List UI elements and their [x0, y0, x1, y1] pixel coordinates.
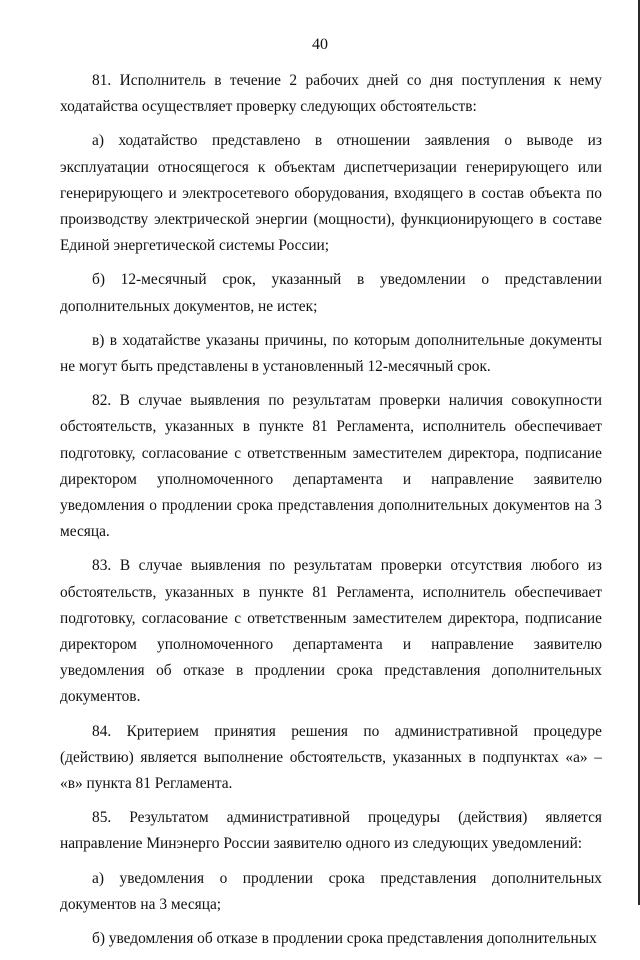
paragraph-81-b: б) 12-месячный срок, указанный в уведомлении о представлении дополнительных документов, не истек; [60, 271, 602, 315]
document-body [60, 68, 602, 960]
paragraph-84: 84. Критерием принятия решения по административной процедуре (действию) является выполнение обстоятельств, указанных в подпунктах «а» – «в» пункта 81 Регламента. [60, 722, 602, 793]
paragraph-81: 81. Исполнитель в течение 2 рабочих дней со дня поступления к нему ходатайства осуществляет проверку следующих обстоятельств: [60, 72, 602, 116]
page-number: 40 [312, 36, 328, 53]
paragraph-82: 82. В случае выявления по результатам проверки наличия совокупности обстоятельств, указанных в пункте 81 Регламента, исполнитель обеспечивает подготовку, согласование с ответственным заместителем директора, подписание директором уполномоченного департамента и направление заявителю уведомления о продлении срока представления дополнительных документов на 3 месяца. [60, 392, 602, 541]
paragraph-85-b: б) уведомления об отказе в продлении срока представления дополнительных [92, 930, 597, 948]
paragraph-81-a: а) ходатайство представлено в отношении заявления о выводе из эксплуатации относящегося к объектам диспетчеризации генерирующего или генерирующего и электросетевого оборудования, входящего в состав объекта по производству электрической энергии (мощности), функционирующего в составе Единой энергетической системы России; [60, 132, 602, 255]
paragraph-85: 85. Результатом административной процедуры (действия) является направление Минэнерго России заявителю одного из следующих уведомлений: [60, 809, 602, 853]
paragraph-83: 83. В случае выявления по результатам проверки отсутствия любого из обстоятельств, указанных в пункте 81 Регламента, исполнитель обеспечивает подготовку, согласование с ответственным заместителем директора, подписание директором уполномоченного департамента и направление заявителю уведомления об отказе в продлении срока представления дополнительных документов. [60, 557, 602, 706]
paragraph-81-v: в) в ходатайстве указаны причины, по которым дополнительные документы не могут быть представлены в установленный 12-месячный срок. [60, 331, 602, 376]
paragraph-85-a: а) уведомления о продлении срока представления дополнительных документов на 3 месяца; [60, 869, 602, 913]
